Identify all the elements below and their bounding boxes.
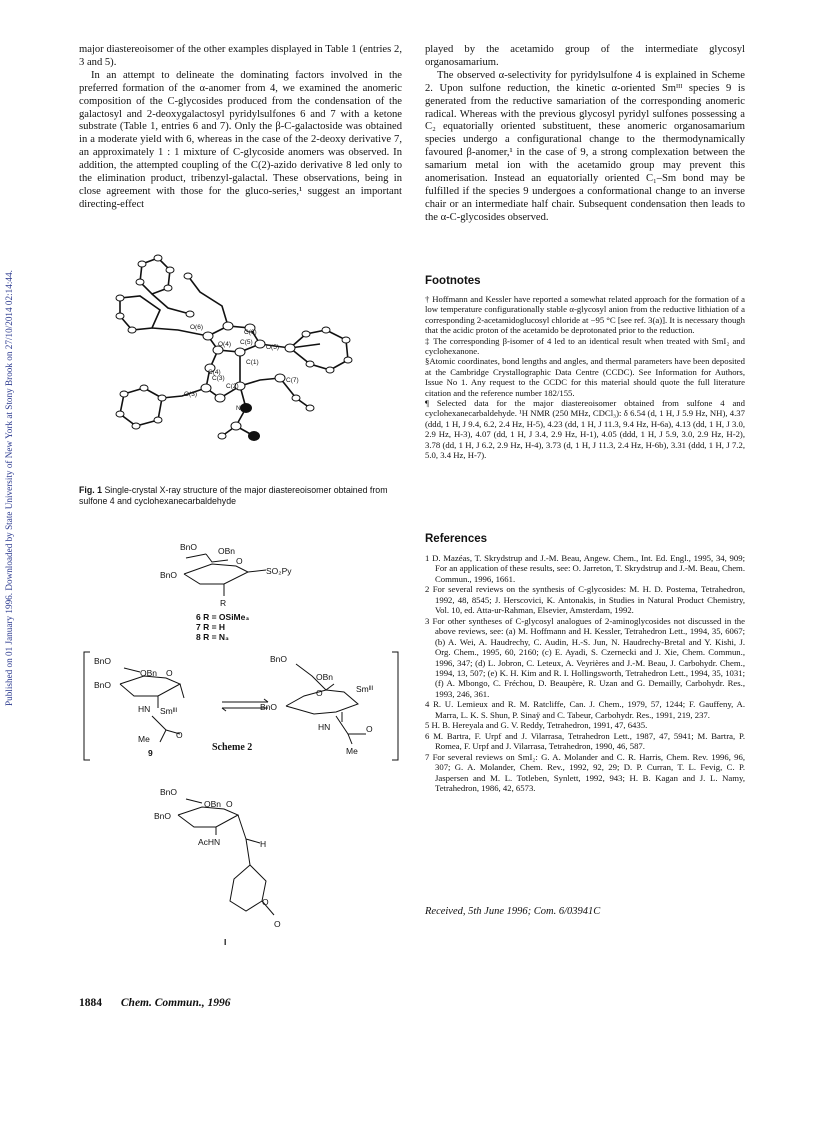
atom-label: O(6): [190, 324, 203, 331]
chem-label: BnO: [94, 680, 112, 690]
chem-label: O: [166, 668, 173, 678]
reference: 1 D. Mazéas, T. Skrydstrup and J.-M. Beau, Angew. Chem., Int. Ed. Engl., 1995, 34, 909; For an application of these results, see: O. Jarreton, T. Skrydstrup and J.-M. Beau, Chem. Commun., 1996, 1661.: [425, 553, 745, 584]
references-list: [425, 553, 745, 793]
chem-label: BnO: [270, 654, 288, 664]
atom-label: C(1): [246, 359, 259, 366]
chem-label: Me: [346, 746, 358, 756]
compound-number: 9: [148, 748, 153, 758]
chem-label: BnO: [260, 702, 278, 712]
scheme-label: Scheme 2: [212, 742, 253, 753]
footnote: ‡ The corresponding β-isomer of 4 led to an identical result when treated with SmI₂ and cyclohexanone.: [425, 335, 745, 357]
atom-label: N(2): [236, 405, 249, 412]
chem-label: OBn: [204, 799, 222, 809]
reference: 4 R. U. Lemieux and R. M. Ratcliffe, Can. J. Chem., 1979, 57, 1244; F. Gauffeny, A. Marra, L. K. S. Shun, P. Sinaÿ and C. Tabeur, Carbohydr. Res., 1991, 219, 237.: [425, 699, 745, 720]
atom-label: C(2): [226, 383, 239, 390]
footnote: † Hoffmann and Kessler have reported a somewhat related approach for the formation of a low temperature configurationally stable α-glycosyl anion from the reductive lithiation of a corresponding 2-acetamidoglucosyl chloride at −95 °C [see ref. 3(a)]. It is necessary though that the acidic proton of the acetamido be deprotonated prior to the reduction.: [425, 294, 745, 336]
compound-line: 8 R = N₃: [196, 632, 229, 640]
paragraph: major diastereoisomer of the other examples displayed in Table 1 (entries 2, 3 and 5).: [79, 44, 402, 68]
paragraph: The observed α-selectivity for pyridylsulfone 4 is explained in Scheme 2. Upon sulfone reduction, the kinetic α-oriented Smᴵᴵᴵ species 9 is generated from the reductive samariation of the corresponding anomeric radical. Whereas with the previous glycosyl pyridyl sulfones possessing a C₂ equatorially oriented substituent, these anomeric organosamarium species undergo a configurational change to the thermodynamically favoured β-anomer,¹ in the case of 9, a strong complexation between the samarium metal ion with the acetamido group may prevent this anomerisation. Instead an equatorially oriented C₁–Sm bond may be fulfilled if the species 9 undergoes a conformational change to an inverse chair or an intermediate half chair. Subsequent condensation then leads to the α-C-glycosides observed.: [425, 69, 745, 223]
atom-label: C(4): [208, 369, 221, 376]
atom-label: O(4): [218, 341, 231, 348]
chem-label: O: [226, 799, 233, 809]
chem-label: SO₂Py: [266, 566, 292, 576]
paragraph: played by the acetamido group of the intermediate glycosyl organosamarium.: [425, 44, 745, 68]
reference: 2 For several reviews on the synthesis of C-glycosides: M. H. D. Postema, Tetrahedron, 1992, 48, 8545; J. Herscovici, K. Antonakis, in Studies in Natural Product Chemistry, Vol. 10, ed. Atta-ur-Rahman, Elsevier, Amsterdam, 1992.: [425, 584, 745, 616]
chem-label: HN: [138, 704, 151, 714]
chem-label: H: [260, 839, 267, 849]
reference: 3 For other syntheses of C-glycosyl analogues of 2-aminoglycosides not discussed in the above reviews, see: (a) M. Hoffmann and H. Kessler, Tetrahedron Lett., 1994, 35, 6067; (b) A. Wei, A. Haudrechy, C. Audin, H.-S. Jun, N. Haudrechy-Bretal and Y. Kishi, J. Org. Chem., 1995, 60, 2160; (c) E. Ayadi, S. Czernecki and J. Xie, Chem. Commun., 1996, 347; (d) L. Jobron, C. Leteux, A. Veyrières and J.-M. Beau, J. Carbohydr. Chem., 1994, 13, 507; (e) K. H. Kim and R. I. Hollingsworth, Tetrahedron Lett., 1994, 35, 1031; (f) A. Mbongo, C. Fréchou, D. Beaupère, R. Uzan and G. Demailly, Carbohydr. Res., 1993, 246, 361.: [425, 615, 745, 699]
page-footer: [79, 997, 230, 1009]
chem-label: HN: [318, 722, 331, 732]
references-heading: References: [425, 533, 488, 545]
chem-label: AcHN: [198, 837, 221, 847]
left-column: [79, 44, 402, 212]
chem-label: O: [236, 556, 243, 566]
download-watermark: [4, 186, 18, 706]
caption-label: Fig. 1: [79, 485, 102, 495]
chem-label: O: [366, 724, 373, 734]
chem-label: BnO: [154, 811, 172, 821]
chem-label: Me: [138, 734, 150, 744]
atom-label: C(6): [244, 329, 257, 336]
footnotes-heading: Footnotes: [425, 275, 481, 287]
chem-label: Smᴵᴵᴵ: [160, 706, 178, 716]
atom-label: C(3): [212, 375, 225, 382]
compound-6-7-8-structure: [140, 540, 340, 640]
xray-structure-figure: [90, 248, 380, 478]
chem-label: Smᴵᴵᴵ: [356, 684, 374, 694]
caption-text: Single-crystal X-ray structure of the major diastereoisomer obtained from sulfone 4 and cyclohexanecarbaldehyde: [79, 485, 388, 506]
footnotes: [425, 294, 745, 461]
footnote: ¶ Selected data for the major diastereoisomer obtained from sulfone 4 and cyclohexanecarbaldehyde. ¹H NMR (250 MHz, CDCl₃): δ 6.54 (d, 1 H, J 5.9 Hz, NH), 4.37 (ddd, 1 H, J 9.4, 6.2, 2.4 Hz, H-5), 4.23 (dd, 1 H, J 11.3, 9.4 Hz, H-6a), 4.13 (dd, 1 H, J 3.0, 2.9 Hz, H-3), 4.07 (dd, 1 H, J 3.4, 2.9 Hz, H-1), 4.05 (ddd, 1 H, J 5.9, 3.0, 2.9 Hz, H-2), 3.78 (dd, 1 H, J 6.2, 2.9 Hz, H-4), 3.73 (d, 1 H, J 11.3, 2.4 Hz, H-6b), 3.31 (ddd, 1 H, J 7.2, 5.0, 3.4 Hz, H-7).: [425, 398, 745, 461]
chem-label: OBn: [140, 668, 158, 678]
received-line: Received, 5th June 1996; Com. 6/03941C: [425, 906, 601, 917]
atom-label: C(5): [240, 339, 253, 346]
watermark-text: Published on 01 January 1996. Downloaded by State University of New York at Stony Brook on 27/10/2014 02:14:44.: [4, 270, 14, 706]
right-column: [425, 44, 745, 225]
chem-label: O: [316, 688, 323, 698]
chem-label: R: [220, 598, 227, 608]
reference: 7 For several reviews on SmI₂: G. A. Molander and C. R. Harris, Chem. Rev. 1996, 96, 307; G. A. Molander, Chem. Rev., 1992, 92, 29; D. P. Curran, T. L. Fevig, C. P. Jaspersen and M. L. Totleben, Synlett, 1992, 943; H. B. Kagan and J. L. Namy, Tetrahedron, 1986, 42, 6573.: [425, 751, 745, 793]
chem-label: BnO: [180, 542, 198, 552]
figure-caption: [79, 485, 402, 506]
chem-label: BnO: [94, 656, 112, 666]
footnote: §Atomic coordinates, bond lengths and angles, and thermal parameters have been deposited at the Cambridge Crystallographic Data Centre (CCDC). See Information for Authors, Issue No 1. Any request to the CCDC for this material should quote the full literature citation and the reference number 182/155.: [425, 356, 745, 398]
paragraph: In an attempt to delineate the dominating factors involved in the preferred formation of the α-anomer from 4, we examined the anomeric composition of the C-glycosides produced from the condensation of the galactosyl and 2-deoxygalactosyl pyridylsulfones 6 and 7 with a ketone substrate (Table 1, entries 6 and 7). Only the β-C-galactoside was obtained in a moderate yield with 6, whereas in the case of the 2-deoxy derivative 7, an approximately 1 : 1 mixture of C-glycoside anomers was observed. In addition, the attempted coupling of the C(2)-azido derivative 8 led only to the elimination product, tribenzyl-galactal. These observations, being in close agreement with those for the gluco-series,¹ suggest an important directing-effect: [79, 69, 402, 210]
chem-label: OBn: [316, 672, 334, 682]
atom-label: O(3): [184, 391, 197, 398]
compound-line: 7 R = H: [196, 622, 226, 632]
compound-number: I: [224, 937, 227, 947]
atom-label: C(7): [286, 377, 299, 384]
page-number: 1884: [79, 997, 102, 1009]
chem-label: BnO: [160, 787, 178, 797]
chem-label: O: [176, 730, 183, 740]
reference: 5 H. B. Hereyala and G. V. Reddy, Tetrahedron, 1991, 47, 6435.: [425, 720, 648, 731]
compound-line: 6 R = OSiMe₃: [196, 612, 250, 622]
reference: 6 M. Bartra, F. Urpf and J. Vilarrasa, Tetrahedron Lett., 1987, 47, 5941; M. Bartra, P. Romea, F. Urpf and J. Vilarrasa, Tetrahedron, 1990, 46, 587.: [425, 730, 745, 752]
chem-label: OBn: [218, 546, 236, 556]
compound-I-structure: [150, 785, 300, 947]
chem-label: O: [274, 919, 281, 929]
journal-name: Chem. Commun., 1996: [120, 997, 231, 1009]
atom-label: O(5): [266, 344, 279, 351]
chem-label: BnO: [160, 570, 178, 580]
chem-label: O: [262, 897, 269, 907]
